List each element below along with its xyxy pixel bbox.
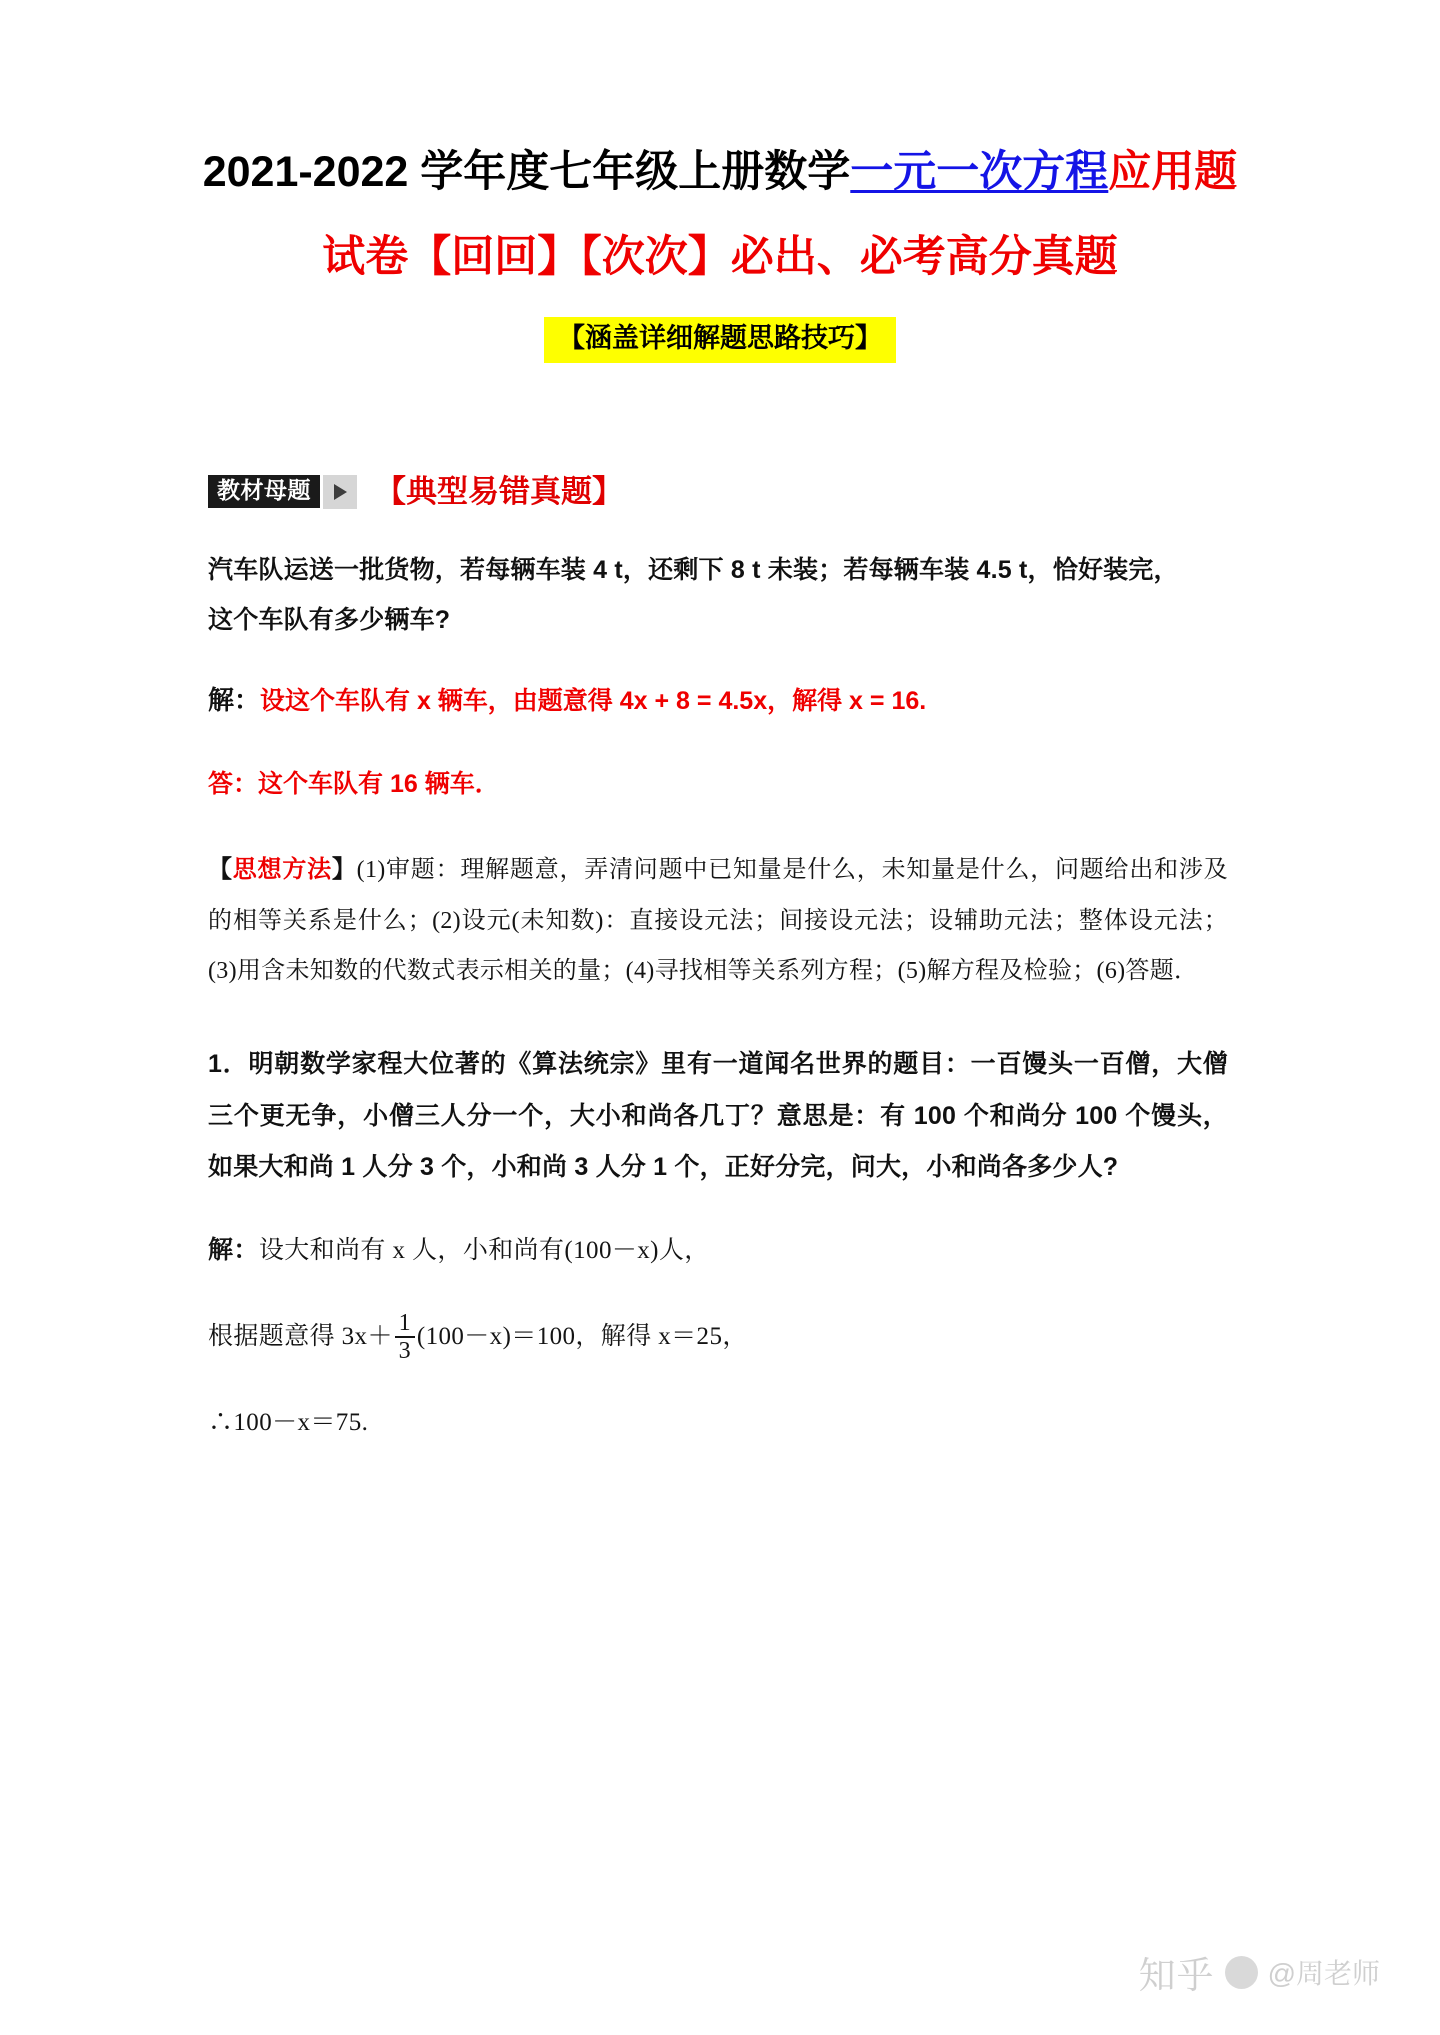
equation-prefix: 根据题意得 3x＋: [208, 1322, 393, 1350]
section-header: [208, 475, 1228, 509]
method-paragraph: [208, 845, 1228, 998]
watermark-footer: [1139, 1945, 1380, 1999]
example-solution: [208, 675, 1228, 727]
page-title-line-2: 试卷【回回】【次次】必出、必考高分真题: [322, 233, 1118, 282]
title-red-segment: 应用题: [1108, 148, 1238, 196]
solution-label: 解：: [208, 685, 261, 715]
method-bracket-close: 】: [331, 856, 357, 883]
content-column: [160, 475, 1280, 1443]
highlight-note-row: [0, 317, 1440, 363]
example-problem-line-2: 这个车队有多少辆车?: [208, 605, 451, 634]
page-title-line-1: [0, 148, 1440, 197]
title-black-segment: 2021-2022 学年度七年级上册数学: [202, 148, 851, 196]
fraction-numerator: 1: [398, 1309, 412, 1336]
zhihu-logo: 知乎: [1138, 1956, 1215, 1997]
solution-body: 设这个车队有 x 辆车，由题意得 4x + 8 = 4.5x，解得 x = 16.: [260, 686, 927, 715]
title-block: [0, 0, 1440, 363]
question-1-solution-line-1: [208, 1227, 1228, 1275]
play-triangle-icon: [323, 475, 357, 509]
title-blue-segment: 一元一次方程: [850, 148, 1109, 196]
fraction-one-third: [395, 1311, 415, 1363]
example-problem: [208, 545, 1228, 645]
example-problem-line-1: 汽车队运送一批货物，若每辆车装 4 t，还剩下 8 t 未装；若每辆车装 4.5 t，恰好装完，: [208, 555, 1179, 584]
example-answer: 答：这个车队有 16 辆车．: [208, 769, 500, 798]
question-1-solution-label: 解：: [208, 1237, 259, 1265]
source-badge: 教材母题: [208, 475, 320, 509]
equation-suffix: (100－x)＝100，解得 x＝25，: [416, 1322, 748, 1350]
method-bracket-open: 【: [208, 856, 233, 883]
question-1-conclusion: ∴100－x＝75.: [208, 1408, 369, 1436]
question-1-equation: [208, 1311, 1228, 1363]
method-body: (1)审题：理解题意，弄清问题中已知量是什么，未知量是什么，问题给出和涉及的相等关系是什么；(2)设元(未知数)：直接设元法；间接设元法；设辅助元法；整体设元法；(3)用含未知数的代数式表示相关的量；(4)寻找相等关系列方程；(5)解方程及检验；(6)答题．: [208, 856, 1228, 985]
method-tag: 思想方法: [232, 856, 332, 883]
avatar-icon: [1225, 1956, 1258, 1989]
question-1-text: [208, 1039, 1228, 1193]
section-title: 【典型易错真题】: [375, 473, 623, 509]
question-1-setup: 设大和尚有 x 人，小和尚有(100－x)人，: [258, 1237, 710, 1265]
question-1-number: 1．: [208, 1050, 249, 1079]
question-1-body: 明朝数学家程大位著的《算法统宗》里有一道闻名世界的题目：一百馒头一百僧，大僧三个更无争，小僧三人分一个，大小和尚各几丁？意思是：有 100 个和尚分 100 个馒头，如果大和尚 1 人分 3 个，小和尚 3 人分 1 个，正好分完，问大，小和尚各多少人?: [208, 1050, 1228, 1181]
fraction-denominator: 3: [398, 1337, 412, 1364]
highlight-note: 【涵盖详细解题思路技巧】: [544, 317, 896, 363]
watermark-username: @周老师: [1267, 1958, 1380, 1989]
